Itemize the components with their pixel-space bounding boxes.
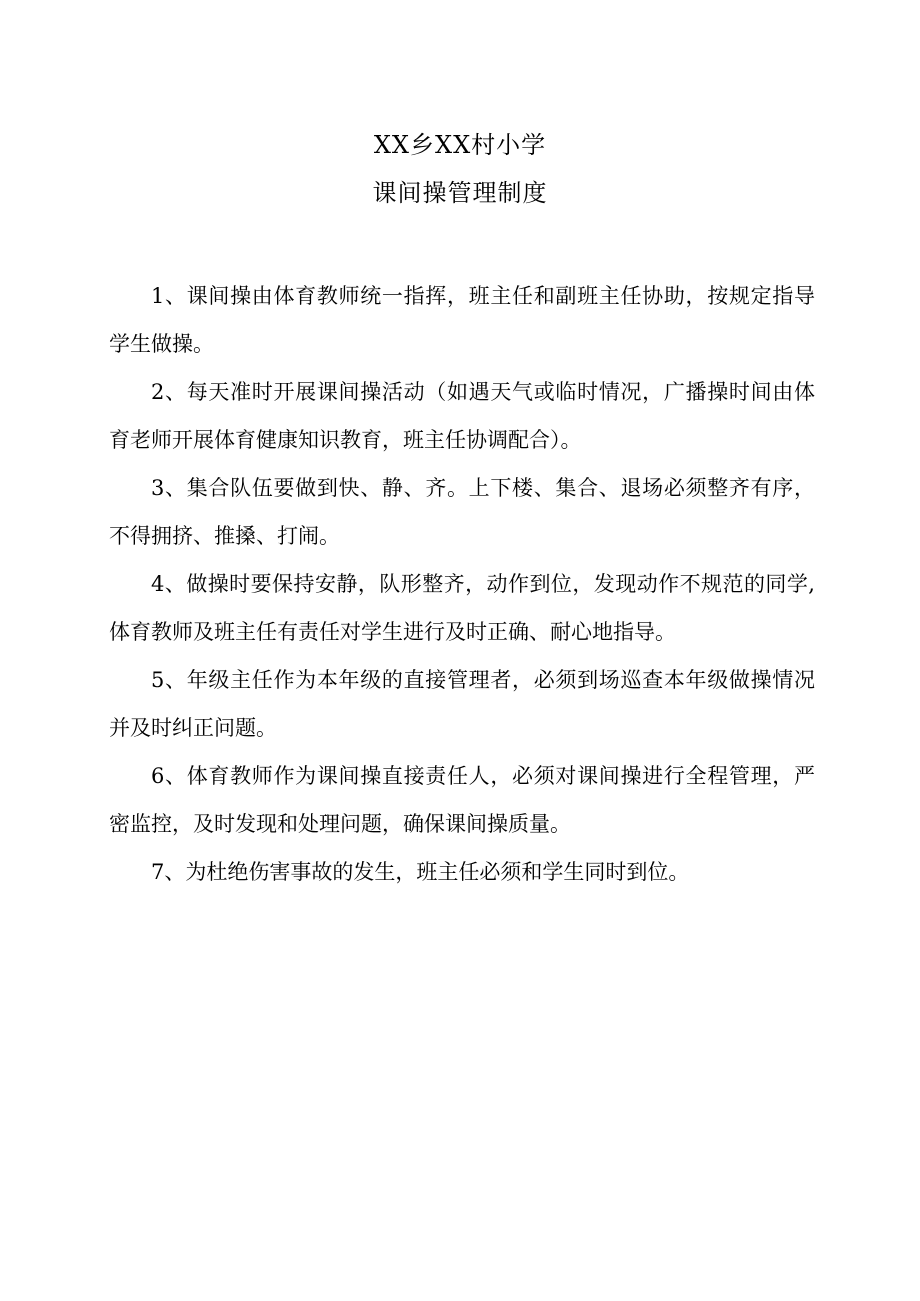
paragraph-3: 3、集合队伍要做到快、静、齐。上下楼、集合、退场必须整齐有序，不得拥挤、推搡、打闹。 (109, 476, 815, 548)
paragraph-2: 2、每天准时开展课间操活动（如遇天气或临时情况，广播操时间由体育老师开展体育健康知识教育，班主任协调配合）。 (109, 380, 815, 452)
paragraph-5: 5、年级主任作为本年级的直接管理者，必须到场巡查本年级做操情况并及时纠正问题。 (109, 668, 815, 740)
paragraph-4: 4、做操时要保持安静，队形整齐，动作到位，发现动作不规范的同学,体育教师及班主任有责任对学生进行及时正确、耐心地指导。 (109, 572, 815, 644)
document-subtitle: 课间操管理制度 (372, 179, 548, 207)
paragraph-6: 6、体育教师作为课间操直接责任人，必须对课间操进行全程管理，严密监控，及时发现和处理问题，确保课间操质量。 (109, 764, 815, 836)
document-title: XX乡XX村小学 (373, 131, 547, 159)
document-body (109, 272, 815, 896)
paragraph-1: 1、课间操由体育教师统一指挥，班主任和副班主任协助，按规定指导学生做操。 (109, 284, 815, 356)
paragraph-7: 7、为杜绝伤害事故的发生，班主任必须和学生同时到位。 (151, 860, 690, 884)
